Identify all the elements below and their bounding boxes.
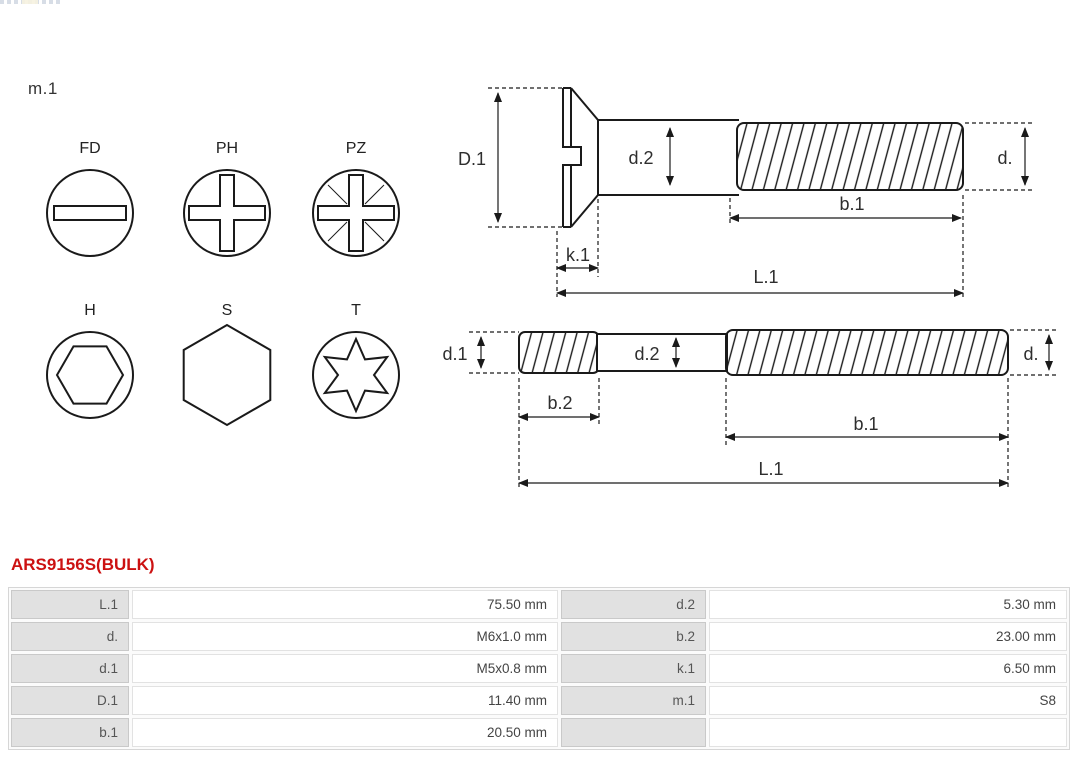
double-threaded-stud-side-view [442, 330, 1057, 488]
dim-label-d1-bottom: d.1 [442, 344, 468, 364]
spec-value: 11.40 mm [132, 686, 558, 715]
spec-value [709, 718, 1067, 747]
countersunk-screw-side-view [458, 88, 1034, 297]
spec-label: b.1 [11, 718, 129, 747]
dim-label-d2-bottom: d.2 [634, 344, 660, 364]
spec-label: d. [11, 622, 129, 651]
torx-drive-icon [313, 332, 399, 418]
dim-label-L1-top: L.1 [753, 267, 779, 287]
spec-value: M6x1.0 mm [132, 622, 558, 651]
drive-type-icons [47, 140, 399, 425]
spec-value: 6.50 mm [709, 654, 1067, 683]
spec-table [8, 587, 1070, 750]
spec-value: 20.50 mm [132, 718, 558, 747]
spec-label: b.2 [561, 622, 706, 651]
stud-right-thread [726, 330, 1008, 375]
countersink-bottom [571, 195, 598, 227]
dim-label-b2: b.2 [547, 393, 573, 413]
pozidriv-drive-icon [313, 170, 399, 256]
dim-label-d2-top: d.2 [628, 148, 654, 168]
m1-drive-label: m.1 [28, 79, 58, 98]
stud-plain-section [597, 334, 727, 371]
external-hex-drive-icon [184, 325, 271, 425]
threaded-section [737, 123, 963, 190]
drive-label-s: S [221, 302, 233, 319]
dim-label-k1: k.1 [565, 245, 591, 265]
drive-label-ph: PH [215, 140, 239, 157]
spec-label [561, 718, 706, 747]
phillips-drive-icon [184, 170, 270, 256]
spec-label: L.1 [11, 590, 129, 619]
spec-label: d.1 [11, 654, 129, 683]
spec-value: 5.30 mm [709, 590, 1067, 619]
countersink-top [571, 88, 598, 120]
part-number-title: ARS9156S(BULK) [11, 555, 155, 574]
dim-label-d-bottom: d. [1023, 344, 1039, 364]
dimension-d1-bottom [469, 332, 519, 373]
dim-label-d-top: d. [997, 148, 1013, 168]
dim-label-D1: D.1 [457, 149, 487, 169]
hex-socket-drive-icon [47, 332, 133, 418]
spec-value: S8 [709, 686, 1067, 715]
dim-label-b1-bottom: b.1 [853, 414, 879, 434]
dim-label-b1-top: b.1 [839, 194, 865, 214]
drive-label-h: H [84, 302, 96, 319]
flat-drive-icon [47, 170, 133, 256]
drive-label-pz: PZ [345, 140, 367, 157]
spec-value: M5x0.8 mm [132, 654, 558, 683]
drive-label-t: T [351, 302, 361, 319]
spec-label: m.1 [561, 686, 706, 715]
spec-value: 75.50 mm [132, 590, 558, 619]
stud-left-thread [519, 332, 599, 373]
spec-value: 23.00 mm [709, 622, 1067, 651]
spec-label: k.1 [561, 654, 706, 683]
dim-label-L1-bottom: L.1 [758, 459, 784, 479]
dimension-D1 [488, 88, 562, 227]
spec-label: D.1 [11, 686, 129, 715]
drive-label-fd: FD [79, 140, 101, 157]
spec-label: d.2 [561, 590, 706, 619]
